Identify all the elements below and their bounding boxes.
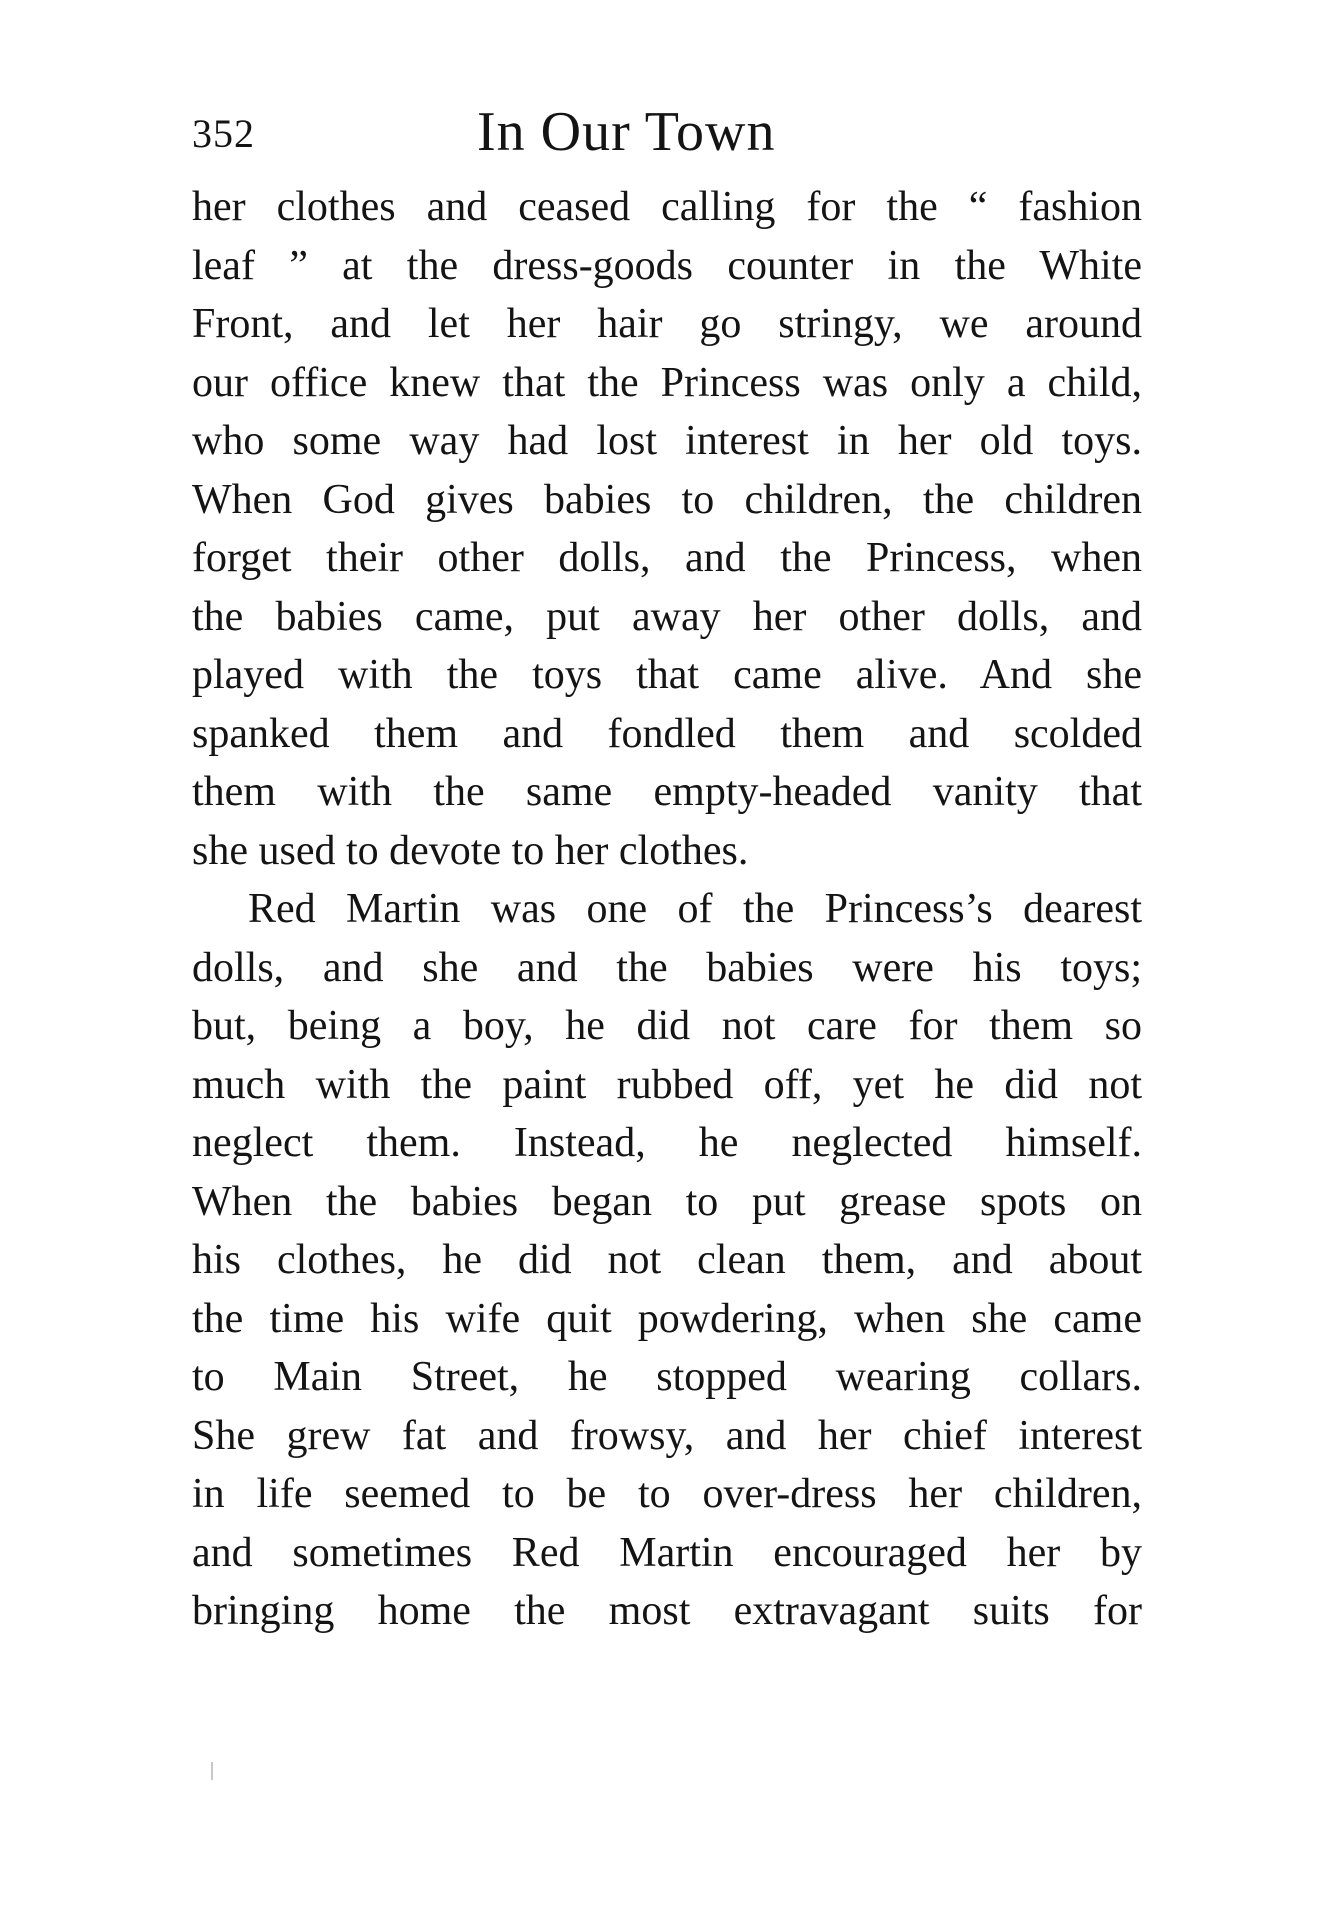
text-line: to Main Street, he stopped wearing collars. — [192, 1354, 1142, 1400]
text-line: his clothes, he did not clean them, and about — [192, 1237, 1142, 1283]
text-line: spanked them and fondled them and scolded — [192, 710, 1142, 757]
text-line: our office knew that the Princess was only a child, — [192, 359, 1142, 406]
text-line: the babies came, put away her other dolls, and — [192, 593, 1142, 640]
text-line: in life seemed to be to over-dress her children, — [192, 1471, 1142, 1517]
text-line: neglect them. Instead, he neglected himself. — [192, 1120, 1142, 1166]
running-title: In Our Town — [477, 101, 776, 163]
paragraph — [192, 880, 1142, 1641]
text-line: them with the same empty-headed vanity that — [192, 769, 1142, 815]
text-line: She grew fat and frowsy, and her chief interest — [192, 1412, 1142, 1459]
page-header — [192, 100, 1142, 170]
text-line: she used to devote to her clothes. — [192, 827, 749, 874]
text-line: bringing home the most extravagant suits for — [192, 1588, 1142, 1634]
page-number: 352 — [192, 111, 255, 156]
text-line: the time his wife quit powdering, when she came — [192, 1295, 1142, 1342]
text-line: her clothes and ceased calling for the “ fashion — [192, 184, 1142, 230]
text-line: dolls, and she and the babies were his toys; — [192, 944, 1142, 991]
text-line: Front, and let her hair go stringy, we around — [192, 301, 1142, 347]
text-line: and sometimes Red Martin encouraged her by — [192, 1529, 1142, 1576]
text-line: When God gives babies to children, the children — [192, 476, 1142, 523]
text-line: who some way had lost interest in her old toys. — [192, 418, 1142, 464]
text-line: played with the toys that came alive. And she — [192, 652, 1142, 698]
text-line: much with the paint rubbed off, yet he did not — [192, 1061, 1142, 1108]
text-line: Red Martin was one of the Princess’s dearest — [248, 886, 1142, 932]
paragraph — [192, 178, 1142, 880]
text-line: but, being a boy, he did not care for them so — [192, 1003, 1142, 1049]
text-line: forget their other dolls, and the Princess, when — [192, 535, 1142, 581]
text-line: leaf ” at the dress-goods counter in the White — [192, 242, 1142, 289]
body-text — [192, 178, 1142, 1641]
text-line: When the babies began to put grease spots on — [192, 1178, 1142, 1225]
scan-artifact — [211, 1762, 213, 1780]
